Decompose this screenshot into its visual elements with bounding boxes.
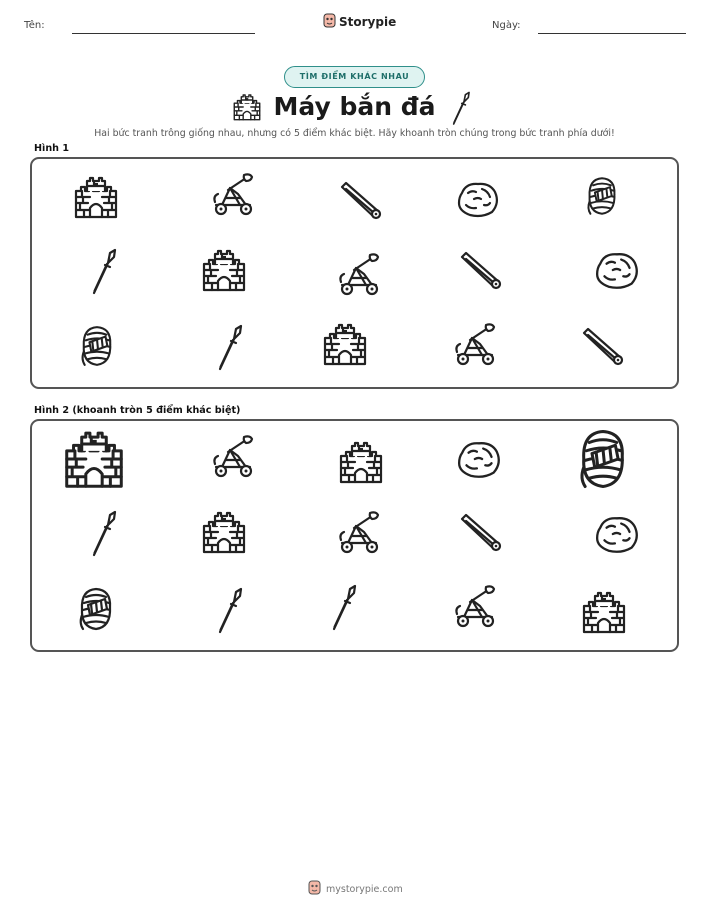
rock-icon[interactable] (594, 513, 640, 555)
catapult-icon[interactable] (210, 434, 258, 478)
name-label: Tên: (24, 20, 45, 31)
catapult-icon (336, 252, 384, 296)
category-badge: TÌM ĐIỂM KHÁC NHAU (284, 66, 425, 88)
castle-icon (233, 93, 261, 119)
rope-icon (586, 172, 618, 220)
spear-icon[interactable] (88, 510, 120, 558)
castle-icon[interactable] (202, 510, 246, 554)
rope-icon[interactable] (78, 585, 114, 633)
castle-icon[interactable] (582, 590, 626, 634)
picture2-label: Hình 2 (khoanh tròn 5 điểm khác biệt) (34, 405, 241, 416)
brand-name: Storypie (339, 15, 397, 29)
castle-icon[interactable] (339, 440, 383, 484)
plank-icon (580, 326, 624, 366)
footer-url: mystorypie.com (326, 883, 403, 895)
catapult-icon[interactable] (452, 584, 500, 628)
rope-icon[interactable] (578, 426, 628, 492)
castle-icon (323, 322, 367, 366)
storypie-mascot-icon (308, 880, 321, 898)
date-line[interactable] (538, 33, 686, 34)
spear-icon[interactable] (214, 587, 246, 635)
spear-icon (214, 324, 246, 372)
plank-icon (338, 180, 382, 220)
spear-icon[interactable] (328, 584, 360, 632)
name-line[interactable] (72, 33, 255, 34)
picture1-label: Hình 1 (34, 143, 69, 154)
plank-icon (458, 250, 502, 290)
catapult-icon (210, 172, 258, 216)
instructions: Hai bức tranh trông giống nhau, nhưng có 5 điểm khác biệt. Hãy khoanh tròn chúng trong bức tranh phía dưới! (94, 128, 615, 139)
catapult-icon (452, 322, 500, 366)
footer (308, 880, 403, 898)
catapult-icon[interactable] (336, 510, 384, 554)
spear-icon (450, 91, 472, 121)
castle-icon[interactable] (63, 429, 125, 489)
page-title: Máy bắn đá (273, 92, 436, 121)
brand-logo (323, 13, 396, 31)
storypie-mascot-icon (323, 13, 336, 31)
plank-icon[interactable] (458, 512, 502, 552)
rock-icon (594, 249, 640, 291)
rope-icon (80, 322, 114, 370)
castle-icon (202, 248, 246, 292)
rock-icon (456, 179, 500, 219)
spear-icon (88, 248, 120, 296)
date-label: Ngày: (492, 20, 521, 31)
rock-icon[interactable] (456, 438, 502, 480)
castle-icon (74, 175, 118, 219)
